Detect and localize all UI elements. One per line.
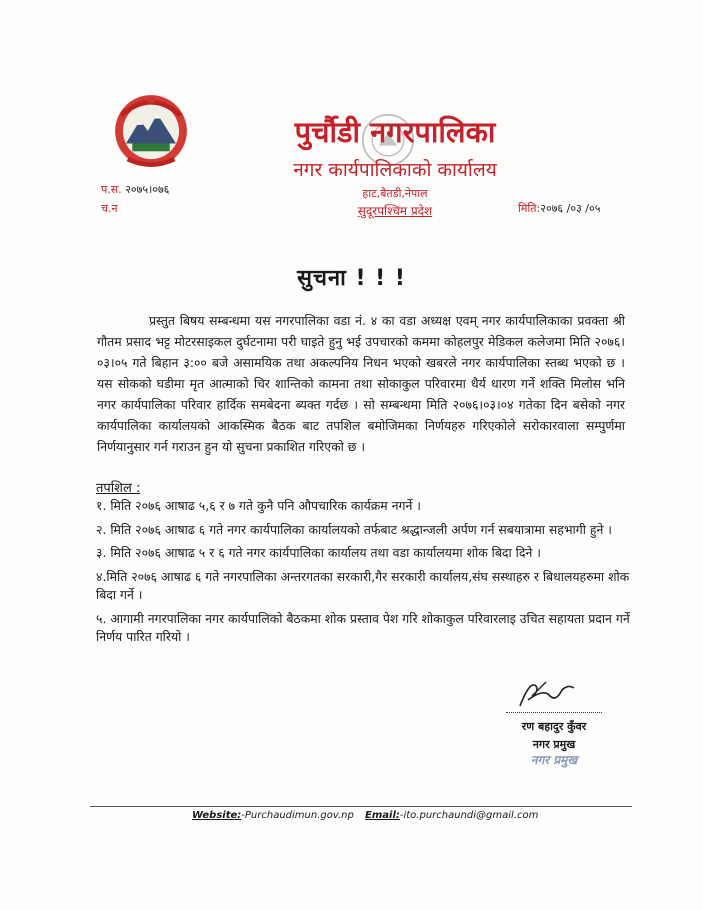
signer-name: रण बहादुर कुँवर	[521, 720, 587, 733]
handwritten-signature	[516, 676, 578, 710]
issue-date	[518, 201, 600, 216]
footer	[192, 810, 538, 821]
signer-title: नगर प्रमुख	[532, 738, 576, 751]
official-stamp: नगर प्रमुख	[530, 753, 578, 767]
date-label: मिति:	[518, 202, 541, 215]
cn-label: च.न	[101, 202, 118, 215]
details-heading: तपशिल :	[96, 481, 141, 496]
decision-item: ५. आगामी नगरपालिका नगर कार्यपालिको बैठकमा शोक प्रस्ताव पेश गरि शोकाकुल परिवारलाइ उचित सहायता प्रदान गर्ने निर्णय पारित गरियो ।	[96, 610, 630, 644]
ps-value: २०७५।०७६	[125, 183, 170, 196]
decision-list	[96, 497, 632, 652]
footer-divider	[90, 806, 632, 807]
notice-title: सुचना ! ! !	[297, 266, 406, 291]
website-label: Website:	[192, 810, 242, 821]
patra-sankhya	[101, 182, 169, 197]
notice-body-text: प्रस्तुत बिषय सम्बन्धमा यस नगरपालिका वडा नं. ४ का वडा अध्यक्ष एवम् नगर कार्यपालिकाका प्रवक्ता श्री गौतम प्रसाद भट्ट मोटरसाइकल दुर्घटनामा परी घाइते हुनु भई उपचारको कममा कोहलपुर मेडिकल कलेजमा मिति २०७६।०३।०५ गते बिहान ३:०० बजे असामयिक तथा अकल्पनिय निधन भएको खबरले नगर कार्यपालिका स्तब्ध भएको छ । यस सोकको घडीमा मृत आत्माको चिर शान्तिको कामना तथा सोकाकुल परिवारमा धैर्य धारण गर्ने शक्ति मिलोस भनि नगर कार्यपालिका परिवार हार्दिक समबेदना ब्यक्त गर्दछ । सो सम्बन्धमा मिति २०७६।०३।०४ गतेका दिन बसेको नगर कार्यपालिका कार्यालयको आकस्मिक बैठक बाट तपशिल बमोजिमका निर्णयहरु गरिएकोले सरोकारवाला सम्पुर्णमा निर्णयानुसार गर्न गराउन हुन यो सुचना प्रकाशित गरिएको छ ।	[97, 313, 625, 454]
email-address[interactable]: -ito.purchaundi@gmail.com	[399, 810, 539, 821]
province-name: सुदूरपश्चिम प्रदेश	[357, 204, 433, 218]
website-url[interactable]: -Purchaudimun.gov.np	[241, 810, 354, 821]
nepal-emblem-icon	[112, 92, 190, 170]
chalani-number	[101, 201, 118, 216]
date-value: २०७६ /०३ /०५	[540, 202, 601, 215]
email-label: Email:	[365, 810, 400, 821]
decision-item: २. मिति २०७६ आषाढ ६ गते नगर कार्यपालिका कार्यालयको तर्फबाट श्रद्धान्जली अर्पण गर्न सबयात्रामा सहभागी हुने ।	[96, 521, 612, 537]
office-name: नगर कार्यपालिकाको कार्यालय	[293, 159, 497, 181]
ps-label: प.स.	[101, 183, 122, 196]
decision-item: ३. मिति २०७६ आषाढ ५ र ६ गते नगर कार्यपालिका कार्यालय तथा वडा कार्यालयमा शोक बिदा दिने ।	[96, 545, 541, 560]
notice-body	[97, 310, 625, 457]
signature-line	[506, 712, 602, 713]
decision-item: ४.मिति २०७६ आषाढ ६ गते नगरपालिका अन्तरगतका सरकारी,गैर सरकारी कार्यालय,संघ सस्थाहरु र बिधालयहरुमा शोक बिदा गर्ने ।	[96, 568, 630, 602]
decision-item: १. मिति २०७६ आषाढ ५,६ र ७ गते कुनै पनि औपचारिक कार्यक्रम नगर्ने ।	[96, 498, 421, 513]
office-address: हाट,बैतडी,नेपाल	[362, 187, 428, 200]
org-name: पुर्चौडी नगरपालिका	[294, 115, 496, 149]
